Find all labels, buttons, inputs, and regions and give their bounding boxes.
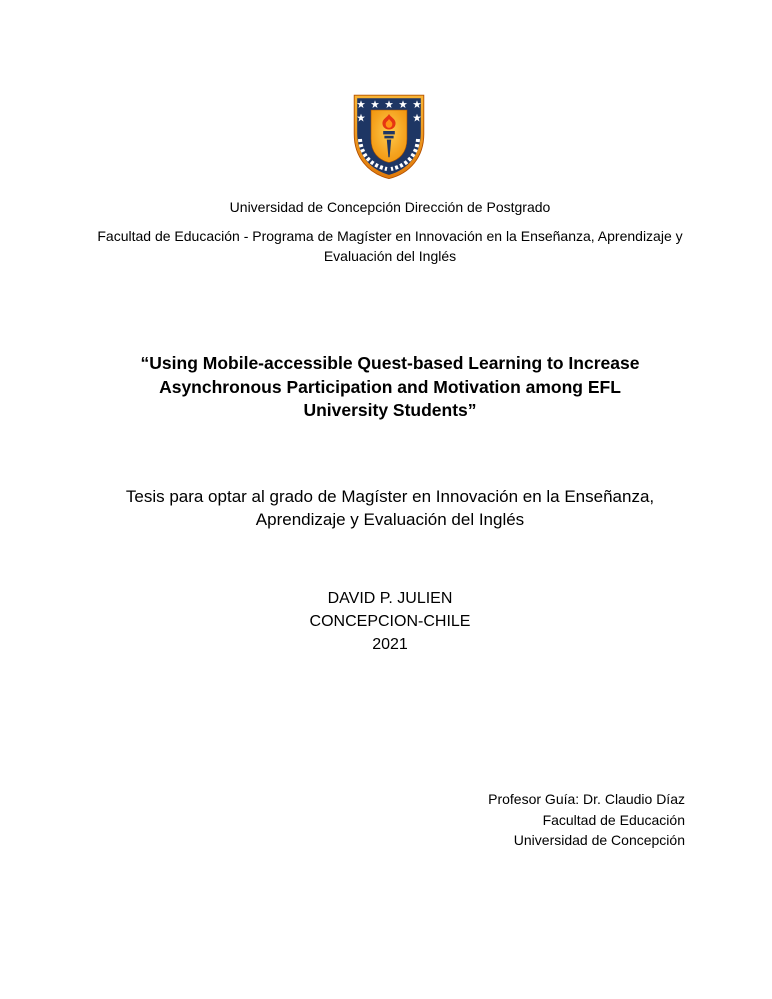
advisor-line-2: Facultad de Educación [542,811,685,828]
thesis-title-line-2: Asynchronous Participation and Motivation among EFL [159,376,621,397]
degree-line-2: Aprendizaje y Evaluación del Inglés [255,510,525,529]
degree-line-1: Tesis para optar al grado de Magíster en Innovación en la Enseñanza, [125,487,655,506]
advisor-block [488,789,685,851]
program-line-2: Evaluación del Inglés [323,248,457,264]
thesis-title-line-1: “Using Mobile-accessible Quest-based Learning to Increase [140,353,640,373]
author-block [8,587,772,656]
author-name: DAVID P. JULIEN [327,590,453,607]
thesis-title-line-3: University Students” [303,400,477,420]
university-crest [353,94,425,180]
program-line-1: Facultad de Educación - Programa de Magíster en Innovación en la Enseñanza, Aprendizaje y [97,228,683,244]
thesis-title [8,352,772,423]
advisor-line-3: Universidad de Concepción [513,832,685,848]
advisor-line-1: Profesor Guía: Dr. Claudio Díaz [488,791,685,807]
degree-statement [8,485,772,531]
author-place: CONCEPCION-CHILE [309,613,471,630]
author-year: 2021 [372,636,408,653]
program-block [8,226,772,266]
institution-line: Universidad de Concepción Dirección de Postgrado [229,199,551,215]
